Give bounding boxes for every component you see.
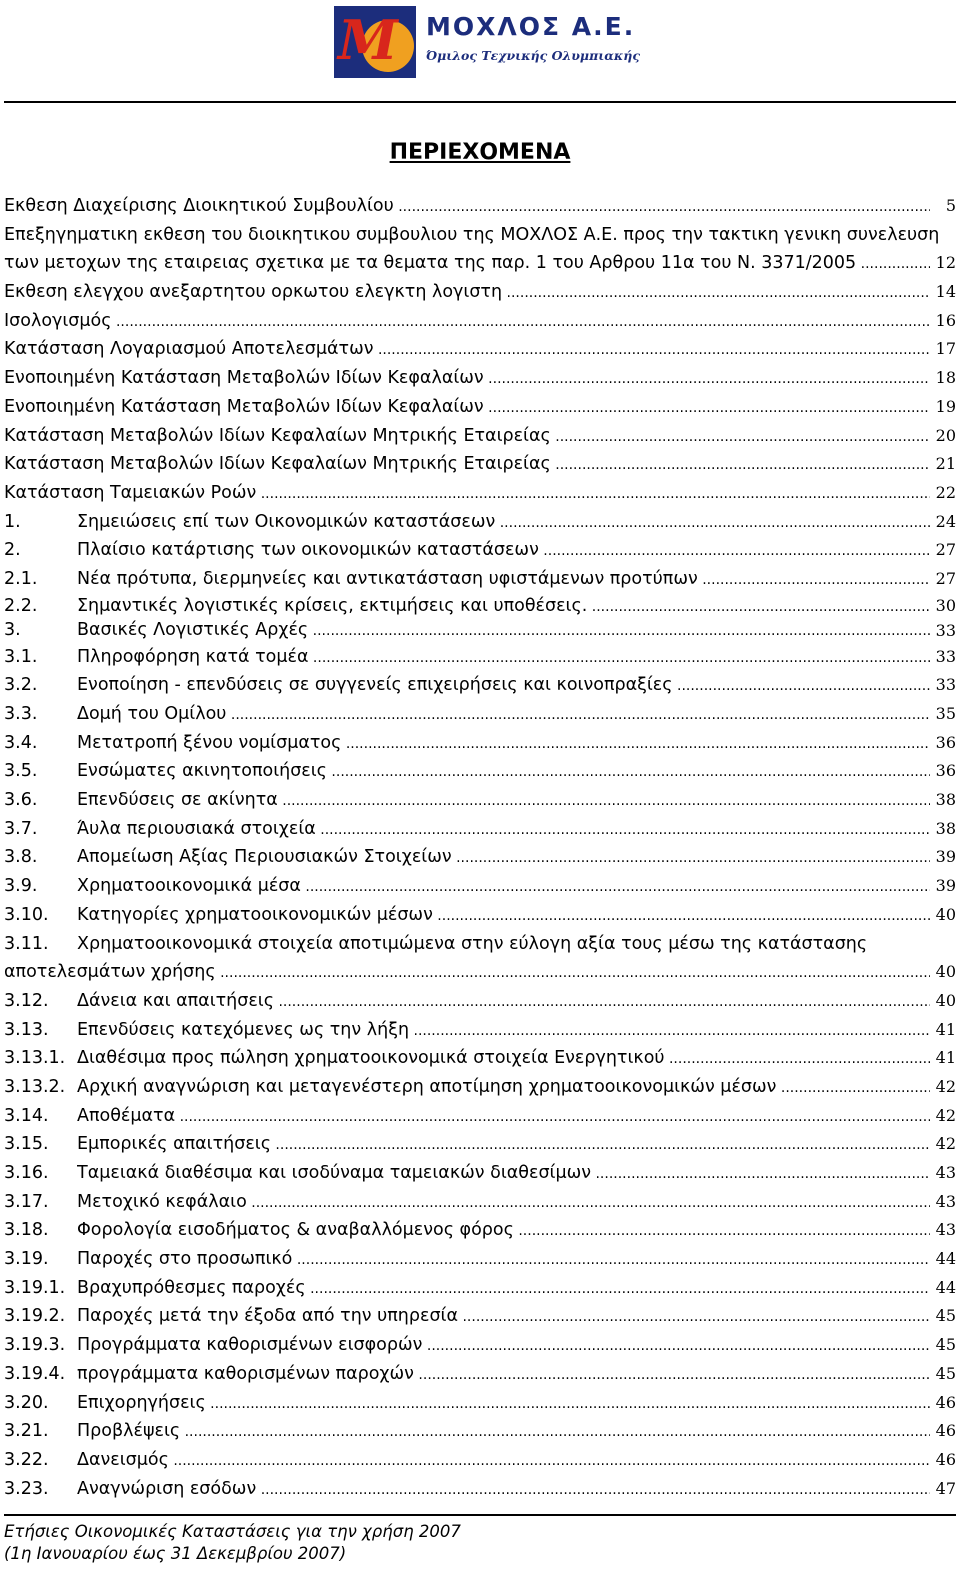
toc-entry-title: Πλαίσιο κατάρτισης των οικονομικών καταστάσεων ..... — [77, 536, 930, 566]
toc-entry-page: 19 — [935, 396, 956, 416]
company-name: ΜΟΧΛΟΣ Α.Ε. — [426, 12, 636, 41]
toc-entry-page: 12 — [935, 253, 956, 273]
toc-entry-page: 42 — [935, 1076, 956, 1096]
toc-entry-page: 38 — [935, 790, 956, 810]
toc-entry[interactable] — [4, 479, 956, 508]
toc-entry[interactable] — [4, 1274, 956, 1303]
toc-entry-page: 45 — [935, 1363, 956, 1383]
toc-entry[interactable] — [4, 1302, 956, 1331]
toc-entry-page: 40 — [935, 962, 956, 982]
toc-entry[interactable] — [4, 1102, 956, 1131]
toc-entry[interactable] — [4, 872, 956, 901]
toc-entry-number: 2.2. — [4, 595, 38, 616]
toc-entry-number: 3. — [4, 619, 21, 640]
toc-entry-title: Χρηματοοικονομικά μέσα ..... — [77, 872, 930, 902]
toc-entry-number: 3.5. — [4, 761, 38, 782]
toc-entry[interactable] — [4, 1475, 956, 1504]
toc-entry[interactable] — [4, 1446, 956, 1475]
toc-entry[interactable] — [4, 815, 956, 844]
toc-entry-number: 3.17. — [4, 1191, 49, 1212]
page-title: ΠΕΡΙΕΧΟΜΕΝΑ — [389, 140, 571, 165]
toc-entry[interactable] — [4, 1044, 956, 1073]
toc-entry-page: 40 — [935, 904, 956, 924]
toc-entry-number: 3.22. — [4, 1449, 49, 1470]
toc-entry-title: Αναγνώριση εσόδων ..... — [77, 1475, 930, 1505]
toc-entry[interactable] — [4, 450, 956, 479]
toc-entry-number: 2.1. — [4, 568, 38, 589]
toc-entry-title: Βραχυπρόθεσμες παροχές ..... — [77, 1274, 930, 1304]
toc-entry-number: 3.16. — [4, 1163, 49, 1183]
toc-entry-number: 3.8. — [4, 847, 38, 868]
toc-entry-page: 40 — [935, 990, 956, 1010]
toc-entry-title: Αρχική αναγνώριση και μεταγενέστερη αποτίμηση χρηματοοικονομικών μέσων ..... — [77, 1073, 930, 1103]
toc-entry-title: Παροχές στο προσωπικό ..... — [77, 1245, 930, 1275]
toc-entry-number: 3.6. — [4, 790, 38, 811]
toc-entry-title: Εμπορικές απαιτήσεις ..... — [77, 1130, 930, 1160]
toc-entry-page: 14 — [935, 282, 956, 302]
toc-entry-page: 36 — [935, 732, 956, 752]
toc-entry-title: Διαθέσιμα προς πώληση χρηματοοικονομικά στοιχεία Ενεργητικού ..... — [77, 1044, 930, 1074]
toc-entry-page: 46 — [935, 1449, 956, 1469]
footer — [4, 1521, 461, 1565]
toc-entry-page: 43 — [935, 1191, 956, 1211]
toc-entry-title: Απομείωση Αξίας Περιουσιακών Στοιχείων ..... — [77, 843, 930, 873]
toc-entry[interactable] — [4, 1130, 956, 1159]
toc-entry[interactable] — [4, 987, 956, 1016]
toc-entry-title: Ενοποιημένη Κατάσταση Μεταβολών Ιδίων Κεφαλαίων ..... — [4, 393, 930, 423]
toc-entry[interactable] — [4, 1360, 956, 1389]
toc-entry-page: 45 — [935, 1335, 956, 1355]
toc-entry-page: 43 — [935, 1220, 956, 1240]
toc-entry-number: 3.7. — [4, 818, 38, 839]
toc-entry[interactable] — [4, 508, 956, 537]
toc-entry-number: 3.1. — [4, 646, 38, 667]
toc-entry[interactable] — [4, 307, 956, 336]
toc-entry-title: Βασικές Λογιστικές Αρχές ..... — [77, 618, 930, 644]
toc-entry-page: 38 — [935, 818, 956, 838]
toc-entry[interactable] — [4, 1331, 956, 1360]
toc-entry-title: Δομή του Ομίλου ..... — [77, 700, 930, 730]
toc-entry-title: Σημειώσεις επί των Οικονομικών καταστάσεων ..... — [77, 508, 930, 538]
toc-entry-number: 3.19.3. — [4, 1335, 66, 1356]
company-logo — [334, 6, 640, 80]
toc-entry[interactable] — [4, 958, 956, 987]
toc-entry-number: 3.4. — [4, 732, 38, 753]
toc-entry-page: 46 — [935, 1392, 956, 1412]
toc-entry[interactable] — [4, 335, 956, 364]
toc-entry[interactable] — [4, 1159, 956, 1188]
toc-entry-page: 41 — [935, 1048, 956, 1068]
toc-entry-page: 22 — [935, 482, 956, 502]
toc-entry-page: 42 — [935, 1105, 956, 1125]
footer-line-2: (1η Ιανουαρίου έως 31 Δεκεμβρίου 2007) — [4, 1544, 347, 1563]
toc-entry-number: 3.19. — [4, 1249, 49, 1270]
toc-entry[interactable] — [4, 786, 956, 815]
toc-entry[interactable] — [4, 930, 956, 959]
toc-entry[interactable] — [4, 618, 956, 643]
toc-entry-page: 45 — [935, 1306, 956, 1326]
toc-entry[interactable] — [4, 643, 956, 672]
toc-entry-title: αποτελεσμάτων χρήσης ..... — [4, 958, 930, 988]
toc-entry-title: Κατάσταση Λογαριασμού Αποτελεσμάτων ..... — [4, 335, 930, 365]
toc-entry[interactable] — [4, 364, 956, 393]
toc-entry-page: 43 — [935, 1163, 956, 1182]
toc-entry[interactable] — [4, 422, 956, 451]
toc-entry-title: Εκθεση ελεγχου ανεξαρτητου ορκωτου ελεγκτη λογιστη ..... — [4, 278, 930, 308]
toc-entry-number: 3.13. — [4, 1019, 49, 1040]
toc-entry[interactable] — [4, 278, 956, 307]
toc-entry-page: 36 — [935, 761, 956, 781]
toc-entry[interactable] — [4, 901, 956, 930]
toc-entry-number: 3.23. — [4, 1478, 49, 1499]
toc-entry[interactable] — [4, 536, 956, 565]
toc-entry-title: Παροχές μετά την έξοδα από την υπηρεσία ..... — [77, 1302, 930, 1332]
toc-entry-title: Μετοχικό κεφάλαιο ..... — [77, 1188, 930, 1218]
toc-entry[interactable] — [4, 1245, 956, 1274]
toc-entry-number: 3.11. — [4, 933, 49, 954]
toc-entry-title: Προβλέψεις ..... — [77, 1417, 930, 1447]
toc-entry[interactable] — [4, 594, 956, 618]
toc-entry-number: 3.18. — [4, 1220, 49, 1241]
toc-entry-page: 33 — [935, 675, 956, 695]
toc-entry-title: Δάνεια και απαιτήσεις ..... — [77, 987, 930, 1017]
toc-entry-page: 27 — [935, 540, 956, 560]
toc-entry-number: 3.20. — [4, 1392, 49, 1413]
toc-entry-page: 44 — [935, 1249, 956, 1269]
toc-entry[interactable] — [4, 221, 956, 250]
toc-entry-number: 3.19.2. — [4, 1306, 66, 1327]
toc-entry-title: Φορολογία εισοδήματος & αναβαλλόμενος φόρος ..... — [77, 1216, 930, 1246]
toc-entry-number: 1. — [4, 511, 21, 532]
header-divider — [4, 101, 956, 103]
toc-entry[interactable] — [4, 729, 956, 758]
toc-entry-title: Ταμειακά διαθέσιμα και ισοδύναμα ταμειακών διαθεσίμων ..... — [77, 1159, 930, 1189]
toc-entry-page: 21 — [935, 454, 956, 474]
toc-entry[interactable] — [4, 565, 956, 594]
toc-entry-number: 3.10. — [4, 904, 49, 925]
toc-entry-number: 3.21. — [4, 1421, 49, 1442]
toc-entry-title: Πληροφόρηση κατά τομέα ..... — [77, 643, 930, 673]
toc-entry-title: προγράμματα καθορισμένων παροχών ..... — [77, 1360, 930, 1390]
toc-entry-number: 3.19.4. — [4, 1363, 66, 1384]
toc-entry[interactable] — [4, 843, 956, 872]
toc-entry-page: 35 — [935, 704, 956, 723]
toc-entry-page: 18 — [935, 368, 956, 388]
toc-entry-page: 30 — [935, 595, 956, 615]
toc-entry-number: 3.2. — [4, 675, 38, 696]
toc-entry-title: Νέα πρότυπα, διερμηνείες και αντικατάσταση υφιστάμενων προτύπων ..... — [77, 565, 930, 595]
toc-entry-page: 27 — [935, 568, 956, 588]
toc-entry-page: 39 — [935, 876, 956, 896]
toc-entry-title: Χρηματοοικονομικά στοιχεία αποτιμώμενα στην εύλογη αξία τους μέσω της κατάστασης — [77, 933, 868, 954]
footer-divider — [4, 1514, 956, 1516]
toc-entry[interactable] — [4, 1188, 956, 1217]
toc-entry[interactable] — [4, 1389, 956, 1418]
toc-entry[interactable] — [4, 757, 956, 786]
toc-entry-page: 33 — [935, 646, 956, 666]
toc-entry-page: 24 — [935, 511, 956, 531]
toc-entry-title: Κατάσταση Ταμειακών Ροών ..... — [4, 479, 930, 509]
toc-entry-page: 16 — [935, 310, 956, 330]
toc-entry-title: Επεξηγηματικη εκθεση του διοικητικου συμβουλιου της ΜΟΧΛΟΣ Α.Ε. προς την τακτικη γενικη συνελευση — [4, 224, 940, 245]
toc-entry-title: Εκθεση Διαχείρισης Διοικητικού Συμβουλίου ..... — [4, 192, 930, 222]
toc-entry-number: 2. — [4, 540, 21, 561]
toc-entry-title: Σημαντικές λογιστικές κρίσεις, εκτιμήσεις και υποθέσεις. ..... — [77, 594, 930, 619]
toc-entry-page: 20 — [935, 425, 956, 445]
toc-entry-number: 3.15. — [4, 1134, 49, 1155]
toc-entry-number: 3.19.1. — [4, 1277, 66, 1298]
toc-entry-title: Επενδύσεις σε ακίνητα ..... — [77, 786, 930, 816]
toc-entry-page: 39 — [935, 847, 956, 867]
toc-entry-page: 41 — [935, 1019, 956, 1039]
toc-entry-title: Προγράμματα καθορισμένων εισφορών ..... — [77, 1331, 930, 1361]
toc-entry-number: 3.13.2. — [4, 1076, 66, 1097]
toc-entry-title: Ενοποίηση - επενδύσεις σε συγγενείς επιχειρήσεις και κοινοπραξίες ..... — [77, 671, 930, 701]
footer-line-1: Ετήσιες Οικονομικές Καταστάσεις για την χρήση 2007 — [4, 1522, 461, 1541]
toc-entry-title: Κατηγορίες χρηματοοικονομικών μέσων ..... — [77, 901, 930, 931]
toc-entry[interactable] — [4, 700, 956, 729]
toc-entry[interactable] — [4, 1216, 956, 1245]
toc-entry-title: των μετοχων της εταιρειας σχετικα με τα θεματα της παρ. 1 του Αρθρου 11α του Ν. 3371/2005 ..... — [4, 249, 930, 279]
toc-entry-number: 3.3. — [4, 704, 38, 724]
toc-entry[interactable] — [4, 192, 956, 221]
toc-entry-title: Επενδύσεις κατεχόμενες ως την λήξη ..... — [77, 1016, 930, 1046]
toc-entry-title: Ισολογισμός ..... — [4, 307, 930, 337]
toc-entry[interactable] — [4, 1016, 956, 1045]
toc-entry-page: 46 — [935, 1421, 956, 1441]
toc-entry[interactable] — [4, 393, 956, 422]
toc-entry-number: 3.14. — [4, 1105, 49, 1126]
toc-entry-title: Άυλα περιουσιακά στοιχεία ..... — [77, 815, 930, 845]
toc-entry-page: 17 — [935, 339, 956, 359]
toc-entry-page: 33 — [935, 620, 956, 640]
toc-entry-title: Επιχορηγήσεις ..... — [77, 1389, 930, 1419]
toc-entry-title: Ενοποιημένη Κατάσταση Μεταβολών Ιδίων Κεφαλαίων ..... — [4, 364, 930, 394]
toc-entry[interactable] — [4, 1073, 956, 1102]
logo-letter: M — [338, 8, 398, 72]
logo-badge — [334, 6, 416, 78]
toc-entry-page: 42 — [935, 1134, 956, 1154]
toc-entry-title: Κατάσταση Μεταβολών Ιδίων Κεφαλαίων Μητρικής Εταιρείας ..... — [4, 422, 930, 452]
toc-entry-title: Μετατροπή ξένου νομίσματος ..... — [77, 729, 930, 759]
toc-entry[interactable] — [4, 249, 956, 278]
toc-entry-title: Ενσώματες ακινητοποιήσεις ..... — [77, 757, 930, 787]
toc-entry-page: 47 — [935, 1478, 956, 1498]
toc-entry[interactable] — [4, 1417, 956, 1446]
toc-entry[interactable] — [4, 671, 956, 700]
toc-entry-title: Κατάσταση Μεταβολών Ιδίων Κεφαλαίων Μητρικής Εταιρείας ..... — [4, 450, 930, 480]
toc-entry-number: 3.13.1. — [4, 1048, 66, 1069]
toc-entry-page: 5 — [945, 196, 956, 215]
toc-entry-title: Δανεισμός ..... — [77, 1446, 930, 1476]
table-of-contents — [4, 192, 956, 1503]
toc-entry-number: 3.12. — [4, 990, 49, 1011]
toc-entry-page: 44 — [935, 1277, 956, 1297]
company-subtitle: Όμιλος Τεχνικής Ολυμπιακής — [426, 48, 640, 63]
toc-entry-title: Αποθέματα ..... — [77, 1102, 930, 1132]
toc-entry-number: 3.9. — [4, 876, 38, 897]
